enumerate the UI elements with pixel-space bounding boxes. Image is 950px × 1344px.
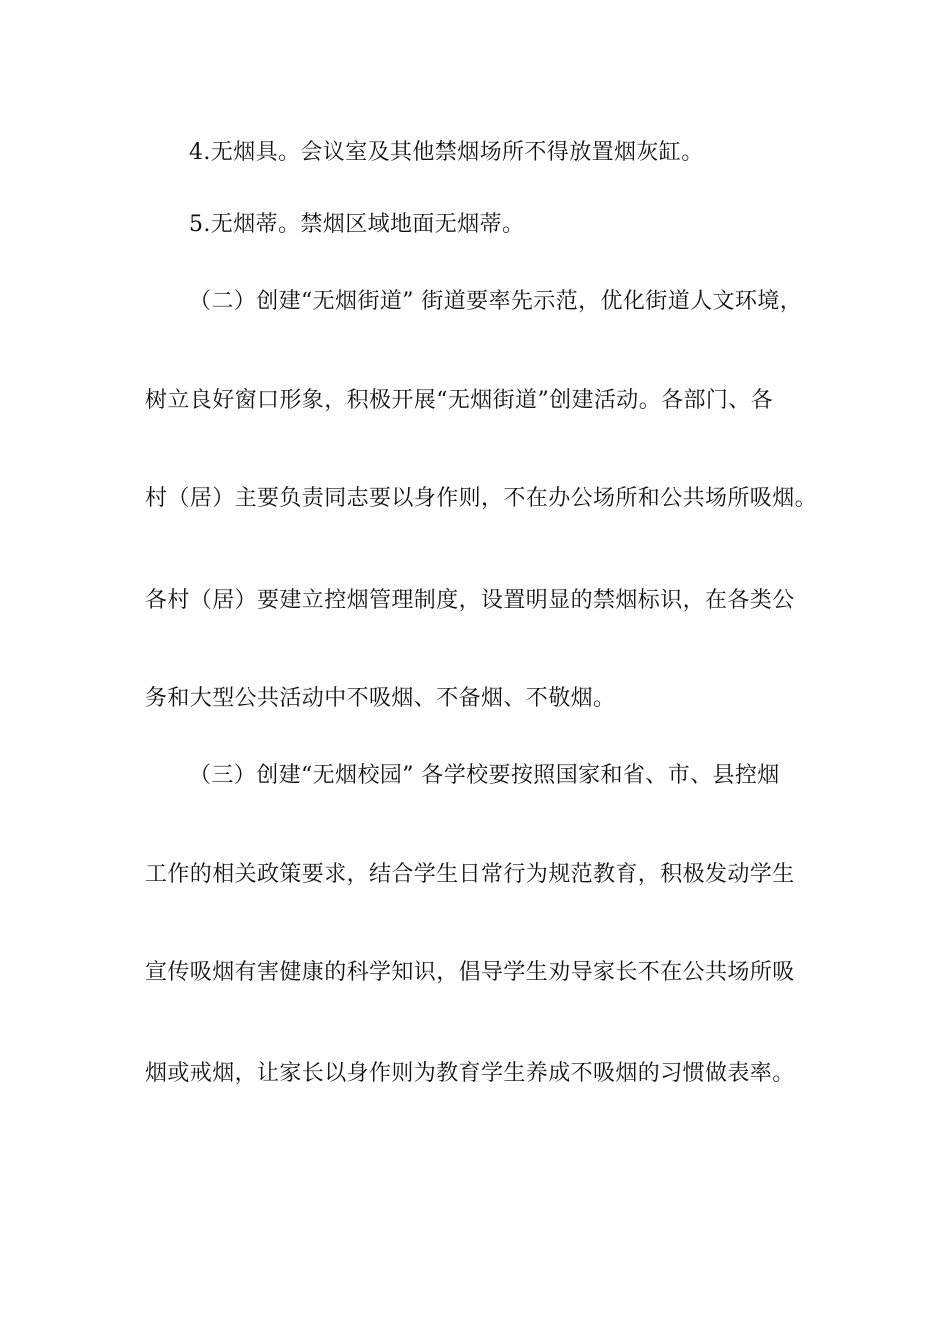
text-line: 村（居）主要负责同志要以身作则，不在办公场所和公共场所吸烟。 [145, 486, 818, 511]
text-line: 树立良好窗口形象，积极开展“无烟街道”创建活动。各部门、各 [145, 388, 774, 413]
text-line: 工作的相关政策要求，结合学生日常行为规范教育，积极发动学生 [145, 862, 795, 887]
text-line: 宣传吸烟有害健康的科学知识，倡导学生劝导家长不在公共场所吸 [145, 960, 795, 985]
text-line: 各村（居）要建立控烟管理制度，设置明显的禁烟标识，在各类公 [145, 588, 795, 613]
text-line: 烟或戒烟，让家长以身作则为教育学生养成不吸烟的习惯做表率。 [145, 1061, 795, 1086]
section-heading-campus: （三）创建“无烟校园” 各学校要按照国家和省、市、县控烟 [189, 763, 780, 788]
text-line-item-4: 4.无烟具。会议室及其他禁烟场所不得放置烟灰缸。 [189, 140, 704, 165]
text-line: 务和大型公共活动中不吸烟、不备烟、不敬烟。 [145, 686, 616, 711]
text-line-item-5: 5.无烟蒂。禁烟区域地面无烟蒂。 [189, 212, 525, 237]
section-heading-street: （二）创建“无烟街道” 街道要率先示范，优化街道人文环境， [189, 289, 803, 314]
